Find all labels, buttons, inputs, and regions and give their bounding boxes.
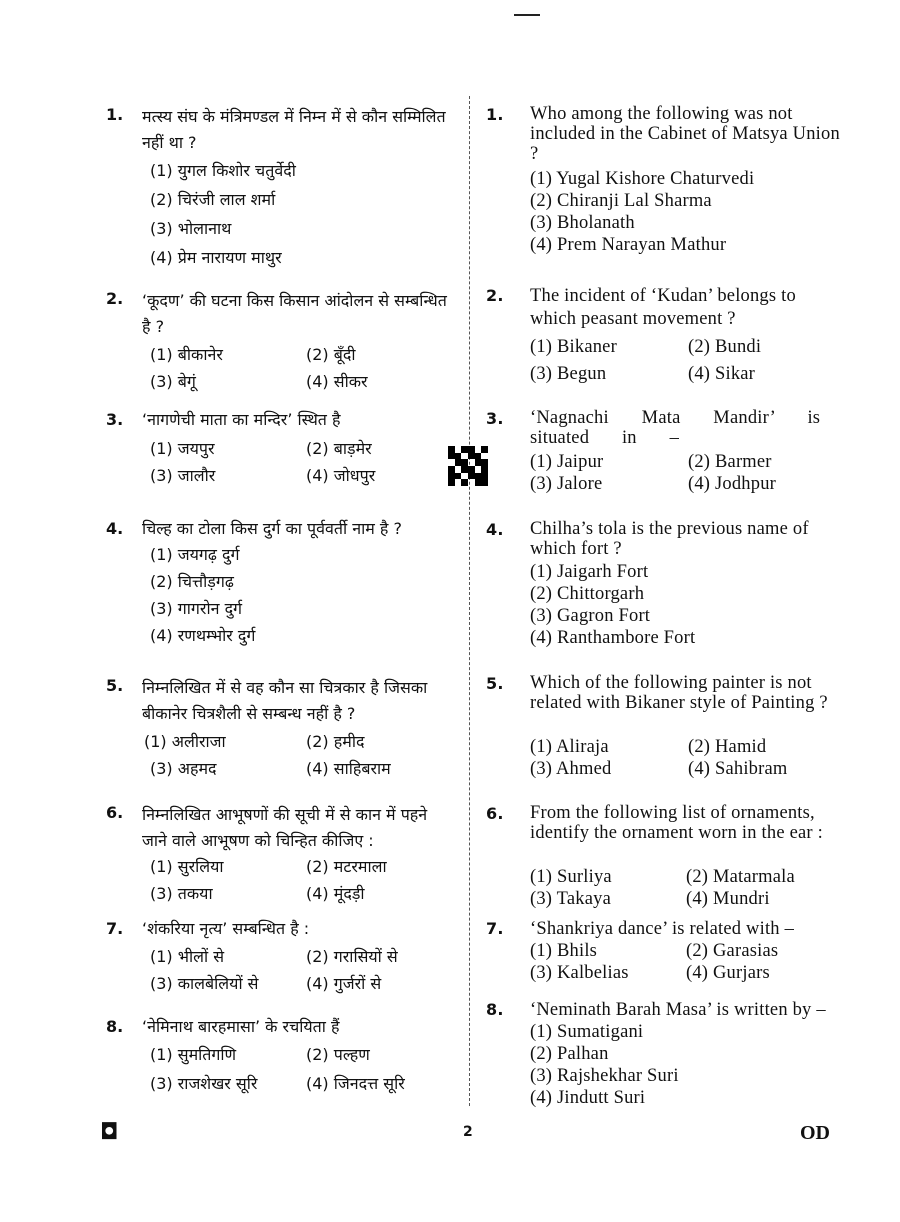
- option: (3) राजशेखर सूरि: [150, 1074, 258, 1093]
- option: (2) Palhan: [530, 1044, 609, 1064]
- question-text: ‘Shankriya dance’ is related with –: [530, 919, 795, 939]
- option: (3) Takaya: [530, 889, 612, 909]
- option: (4) Sikar: [688, 364, 756, 384]
- question-text: चिल्ह का टोला किस दुर्ग का पूर्ववर्ती नाम है ?: [142, 519, 403, 538]
- option: (4) Jindutt Suri: [530, 1088, 646, 1108]
- option: (2) हमीद: [306, 732, 365, 751]
- question-text: मत्स्य संघ के मंत्रिमण्डल में निम्न में से कौन सम्मिलित नहीं था ?: [142, 107, 446, 152]
- option: (2) मटरमाला: [306, 857, 387, 876]
- question-number: 4.: [106, 519, 124, 538]
- question-text: Which of the following painter is not related with Bikaner style of Painting ?: [530, 673, 828, 713]
- question-text: निम्नलिखित आभूषणों की सूची में से कान में पहने जाने वाले आभूषण को चिन्हित कीजिए :: [142, 805, 428, 850]
- option: (2) Garasias: [686, 941, 779, 961]
- option: (4) Mundri: [686, 889, 770, 909]
- option: (4) Ranthambore Fort: [530, 628, 696, 648]
- option: (1) Jaipur: [530, 452, 604, 472]
- option: (1) Surliya: [530, 867, 612, 887]
- option: (2) Chittorgarh: [530, 584, 645, 604]
- option: (2) Hamid: [688, 737, 767, 757]
- option: (3) Ahmed: [530, 759, 612, 779]
- qr-code-icon: [448, 446, 488, 486]
- question-number: 3.: [486, 409, 504, 428]
- option: (1) अलीराजा: [144, 732, 226, 751]
- option: (2) Bundi: [688, 337, 762, 357]
- option: (4) Sahibram: [688, 759, 788, 779]
- page-number: 2: [463, 1124, 473, 1140]
- option: (4) प्रेम नारायण माथुर: [150, 248, 282, 267]
- question-number: 1.: [486, 105, 504, 124]
- question-text: Chilha’s tola is the previous name of which fort ?: [530, 519, 809, 559]
- option: (2) बूँदी: [306, 345, 356, 364]
- option: (3) Begun: [530, 364, 607, 384]
- option: (3) Gagron Fort: [530, 606, 651, 626]
- option: (2) गरासियों से: [306, 947, 398, 966]
- option: (4) Prem Narayan Mathur: [530, 235, 727, 255]
- option: (3) जालौर: [150, 466, 216, 485]
- question-number: 1.: [106, 105, 124, 124]
- option: (1) युगल किशोर चतुर्वेदी: [150, 161, 296, 180]
- option: (3) अहमद: [150, 759, 217, 778]
- option: (2) Chiranji Lal Sharma: [530, 191, 712, 211]
- question-text: ‘Neminath Barah Masa’ is written by –: [530, 1000, 826, 1020]
- option: (3) भोलानाथ: [150, 219, 232, 238]
- question-number: 7.: [106, 919, 124, 938]
- question-text: From the following list of ornaments, identify the ornament worn in the ear :: [530, 803, 823, 843]
- question-number: 7.: [486, 919, 504, 938]
- option: (3) तकया: [150, 884, 213, 903]
- question-text: The incident of ‘Kudan’ belongs to which peasant movement ?: [530, 286, 796, 329]
- option: (1) Jaigarh Fort: [530, 562, 649, 582]
- option: (4) सीकर: [306, 372, 368, 391]
- option: (3) Jalore: [530, 474, 603, 494]
- option: (1) Bhils: [530, 941, 598, 961]
- option: (3) गागरोन दुर्ग: [150, 599, 243, 618]
- option: (4) Jodhpur: [688, 474, 777, 494]
- question-number: 8.: [486, 1000, 504, 1019]
- option: (4) गुर्जरों से: [306, 974, 382, 993]
- option: (2) Matarmala: [686, 867, 795, 887]
- option: (4) मूंदड़ी: [306, 884, 365, 903]
- option: (4) जोधपुर: [306, 466, 376, 485]
- option: (2) Barmer: [688, 452, 772, 472]
- question-text: Who among the following was not included in the Cabinet of Matsya Union ?: [530, 104, 840, 164]
- question-text: ‘नेमिनाथ बारहमासा’ के रचयिता हैं: [142, 1017, 340, 1036]
- option: (4) रणथम्भोर दुर्ग: [150, 626, 256, 645]
- option: (1) Sumatigani: [530, 1022, 644, 1042]
- question-number: 3.: [106, 410, 124, 429]
- option: (4) जिनदत्त सूरि: [306, 1074, 405, 1093]
- option: (1) जयपुर: [150, 439, 215, 458]
- option: (3) कालबेलियों से: [150, 974, 259, 993]
- question-number: 2.: [106, 289, 124, 308]
- option: (1) सुरलिया: [150, 857, 224, 876]
- option: (4) Gurjars: [686, 963, 770, 983]
- question-number: 6.: [486, 804, 504, 823]
- question-number: 5.: [106, 676, 124, 695]
- question-number: 4.: [486, 520, 504, 539]
- option: (1) जयगढ़ दुर्ग: [150, 545, 240, 564]
- option: (3) Bholanath: [530, 213, 635, 233]
- option: (3) बेगूं: [150, 372, 196, 391]
- option: (1) Bikaner: [530, 337, 617, 357]
- option: (3) Rajshekhar Suri: [530, 1066, 679, 1086]
- option: (1) बीकानेर: [150, 345, 223, 364]
- question-text: ‘शंकरिया नृत्य’ सम्बन्धित है :: [142, 919, 310, 938]
- option: (2) चिरंजी लाल शर्मा: [150, 190, 276, 209]
- option: (2) बाड़मेर: [306, 439, 372, 458]
- option: (4) साहिबराम: [306, 759, 391, 778]
- question-number: 6.: [106, 803, 124, 822]
- option: (1) Aliraja: [530, 737, 609, 757]
- column-divider: [469, 96, 470, 1106]
- option: (2) पल्हण: [306, 1045, 370, 1064]
- paper-code: OD: [800, 1122, 830, 1144]
- option: (1) भीलों से: [150, 947, 225, 966]
- question-number: 2.: [486, 286, 504, 305]
- question-text: ‘कूदण’ की घटना किस किसान आंदोलन से सम्बन्धित है ?: [142, 291, 447, 336]
- option: (2) चित्तौड़गढ़: [150, 572, 234, 591]
- option: (1) Yugal Kishore Chaturvedi: [530, 169, 755, 189]
- question-number: 8.: [106, 1017, 124, 1036]
- question-text: निम्नलिखित में से वह कौन सा चित्रकार है जिसका बीकानेर चित्रशैली से सम्बन्ध नहीं है ?: [142, 678, 428, 723]
- footer-symbol: ◘: [100, 1120, 119, 1145]
- option: (3) Kalbelias: [530, 963, 629, 983]
- question-text: ‘नागणेची माता का मन्दिर’ स्थित है: [142, 410, 341, 429]
- option: (1) सुमतिगणि: [150, 1045, 237, 1064]
- top-dash: [514, 14, 540, 16]
- question-number: 5.: [486, 674, 504, 693]
- question-text: ‘Nagnachi Mata Mandir’ is situated in –: [530, 408, 821, 448]
